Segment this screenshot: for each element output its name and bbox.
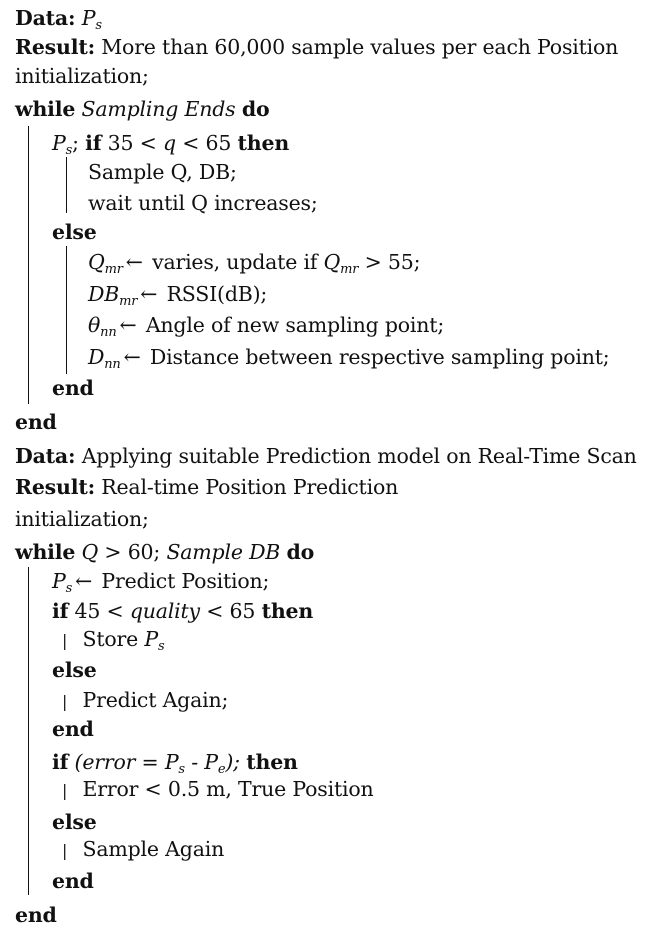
qmr-line: $Q_{mr}$ ← varies, update if $Q_{mr} > 55$;: [88, 250, 421, 277]
dnn-line: $D_{nn}$ ← Distance between respective sampling point;: [88, 345, 610, 372]
end-inner-line-1: end: [52, 376, 94, 400]
else-quality-line: else: [52, 658, 97, 682]
theta-line: $\theta_{nn}$ ← Angle of new sampling point;: [88, 313, 445, 340]
predict-again-line: | Predict Again;: [62, 688, 229, 712]
while2-block-line: [28, 567, 29, 895]
sample-qdb-line: Sample Q, DB;: [88, 160, 237, 184]
result-line-1: Result: More than 60,000 sample values per each Position: [15, 35, 619, 59]
if-quality-line: if 45 < quality < 65 then: [52, 599, 314, 623]
sample-again-line: | Sample Again: [62, 837, 225, 861]
end-outer-line-1: end: [15, 410, 57, 434]
error-line: | Error < 0.5 m, True Position: [62, 777, 374, 801]
init-line-1: initialization;: [15, 64, 149, 88]
else-error-line: else: [52, 810, 97, 834]
end-outer-line-2: end: [15, 903, 57, 927]
init-line-2: initialization;: [15, 507, 149, 531]
ps-predict-line: $P_s$ ← Predict Position;: [52, 569, 270, 596]
data-line-2: Data: Applying suitable Prediction model on Real-Time Scan: [15, 444, 637, 468]
else-line-1: else: [52, 220, 97, 244]
end-quality-line: end: [52, 717, 94, 741]
dbmr-line: $DB_{mr}$ ← RSSI(dB);: [88, 282, 268, 309]
then1-block-line: [66, 157, 67, 213]
else1-block-line: [66, 246, 67, 374]
data-line-1: Data: $P_s$: [15, 6, 102, 33]
while1-block-line: [28, 126, 29, 404]
while-line-1: while Sampling Ends do: [15, 97, 270, 121]
while-line-2: while Q > 60; Sample DB do: [15, 540, 315, 564]
if-line-1: $P_s$; if 35 < q < 65 then: [52, 131, 290, 158]
wait-line: wait until Q increases;: [88, 191, 318, 215]
if-error-line: if (error = $P_s - P_e$); then: [52, 750, 298, 777]
result-line-2: Result: Real-time Position Prediction: [15, 475, 399, 499]
store-line: | Store $P_s$: [62, 627, 165, 654]
end-error-line: end: [52, 869, 94, 893]
